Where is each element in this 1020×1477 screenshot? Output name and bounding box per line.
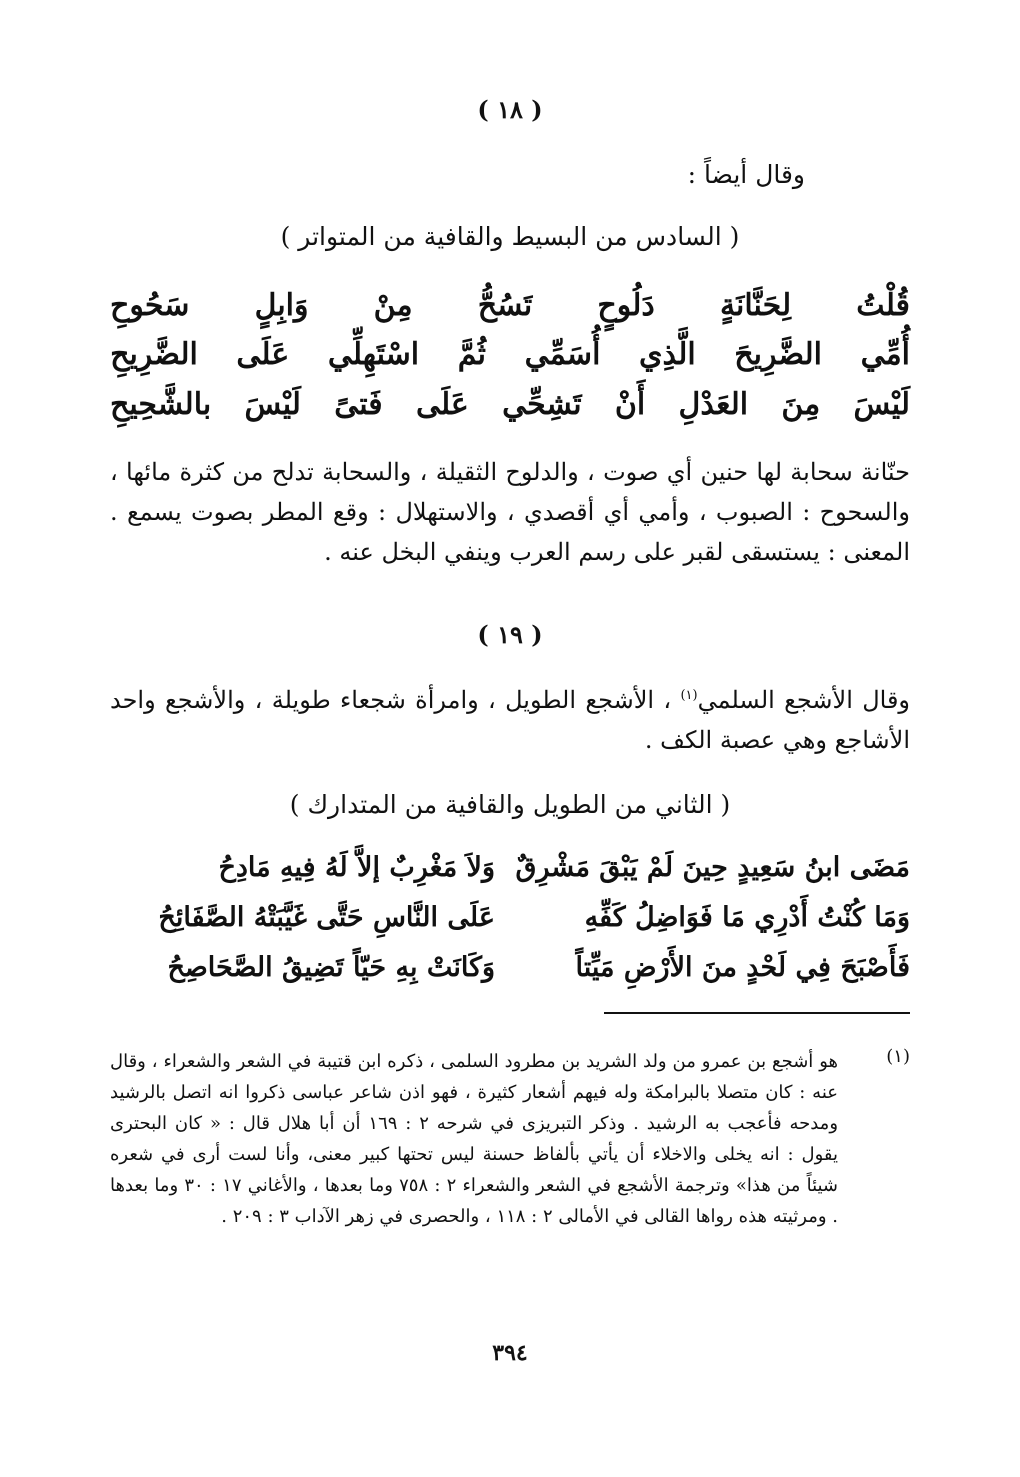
- verse-word: عَلَى: [236, 337, 290, 372]
- poem-19-meter: ( الثاني من الطويل والقافية من المتدارك ): [289, 790, 731, 819]
- verse-word: مِنَ: [781, 387, 821, 422]
- poem-19-verse-1: [110, 852, 910, 892]
- verse-word: عَلَى: [415, 387, 469, 422]
- verse-word: مِنْ: [373, 288, 413, 323]
- verse-second-hemistich: عَلَى النَّاسِ حَتَّى غَيَّبَتْهُ الصَّفَائِحُ: [158, 902, 495, 933]
- poem-18-line-2: [110, 337, 910, 372]
- poem-19-intro-rest: ، الأشجع الطويل ، وامرأة شجعاء طويلة ، والأشجع واحد الأشاجع وهي عصبة الكف .: [110, 686, 910, 754]
- poem-19-verse-3: [110, 952, 910, 992]
- verse-word: سَحُوحِ: [110, 288, 190, 323]
- poem-19-intro: [110, 676, 910, 760]
- verse-word: الضَّرِيحَ: [734, 337, 823, 372]
- verse-second-hemistich: وَكَانَتْ بِهِ حَيّاً تَضِيقُ الصَّحَاصِحُ: [167, 952, 495, 983]
- verse-word: وَابِلٍ: [254, 288, 309, 323]
- verse-word: بالشَّحِيحِ: [110, 387, 212, 422]
- verse-word: قُلْتُ: [856, 288, 910, 323]
- poem-18-intro: وقال أيضاً :: [687, 160, 805, 189]
- verse-word: لَيْسَ: [244, 387, 301, 422]
- verse-word: تَسُحُّ: [477, 288, 533, 323]
- verse-word: الضَّرِيحِ: [110, 337, 198, 372]
- verse-word: أَنْ: [614, 387, 646, 422]
- poem-19-intro-start: وقال الأشجع السلمي: [697, 686, 911, 714]
- page-number: ٣٩٤: [492, 1340, 528, 1366]
- footnote-text: هو أشجع بن عمرو من ولد الشريد بن مطرود السلمى ، ذكره ابن قتيبة في الشعر والشعراء ، وقال عنه : كان متصلا بالبرامكة وله فيهم أشعار كثيرة ، فهو اذن شاعر عباسى ذكروا انه اتصل بالرشيد ومدحه فأعجب به الرشيد . وذكر التبريزى في شرحه ٢ : ١٦٩ أن أبا هلال قال : « كان البحترى يقول : انه يخلى والاخلاء أن يأتي بألفاظ حسنة ليس تحتها كبير معنى، وأنا لست أرى في شعره شيئاً من هذا» وترجمة الأشجع في الشعر والشعراء ٢ : ٧٥٨ وما بعدها ، والأغاني ١٧ : ٣٠ وما بعدها . ومرثيته هذه رواها القالى في الأمالى ٢ : ١١٨ ، والحصرى في زهر الآداب ٣ : ٢٠٩ .: [110, 1051, 839, 1227]
- verse-first-hemistich: مَضَى ابنُ سَعِيدٍ حِينَ لَمْ يَبْقَ مَشْرِقٌ: [515, 852, 910, 883]
- poem-18-number: ( ١٨ ): [477, 95, 543, 124]
- verse-first-hemistich: فَأَصْبَحَ فِي لَحْدٍ منَ الأَرْضِ مَيِّتاً: [575, 952, 910, 983]
- footnote-reference[interactable]: (١): [680, 688, 698, 703]
- poem-18-commentary: حنّانة سحابة لها حنين أي صوت ، والدلوح الثقيلة ، والسحابة تدلح من كثرة مائها ، والسحوح : الصبوب ، وأمي أي أقصدي ، والاستهلال : وقع المطر بصوت يسمع . المعنى : يستسقى لقبر على رسم العرب وينفي البخل عنه .: [110, 458, 910, 566]
- verse-word: لَيْسَ: [853, 387, 910, 422]
- verse-word: دَلُوحٍ: [597, 288, 655, 323]
- verse-word: أُسَمِّي: [524, 337, 601, 372]
- verse-word: ثُمَّ: [457, 337, 487, 372]
- verse-word: تَشِحِّي: [502, 387, 582, 422]
- poem-18-line-1: [110, 288, 910, 323]
- verse-word: فَتىً: [334, 387, 383, 422]
- verse-second-hemistich: وَلاَ مَغْرِبٌ إلاَّ لَهُ فِيهِ مَادِحُ: [218, 852, 495, 883]
- footnote-separator: [604, 1012, 910, 1014]
- poem-19-verse-2: [110, 902, 910, 942]
- poem-18-line-3: [110, 387, 910, 422]
- verse-first-hemistich: وَمَا كُنْتُ أَدْرِي مَا فَوَاضِلُ كَفِّهِ: [584, 902, 910, 933]
- verse-word: الَّذِي: [638, 337, 696, 372]
- footnote-number: (١): [886, 1046, 910, 1067]
- verse-word: العَدْلِ: [678, 387, 749, 422]
- verse-word: اسْتَهِلِّي: [327, 337, 420, 372]
- verse-word: أُمِّي: [860, 337, 910, 372]
- verse-word: لِحَنَّانَةٍ: [719, 288, 792, 323]
- poem-18-meter: ( السادس من البسيط والقافية من المتواتر ): [280, 222, 740, 251]
- poem-19-number: ( ١٩ ): [477, 620, 543, 649]
